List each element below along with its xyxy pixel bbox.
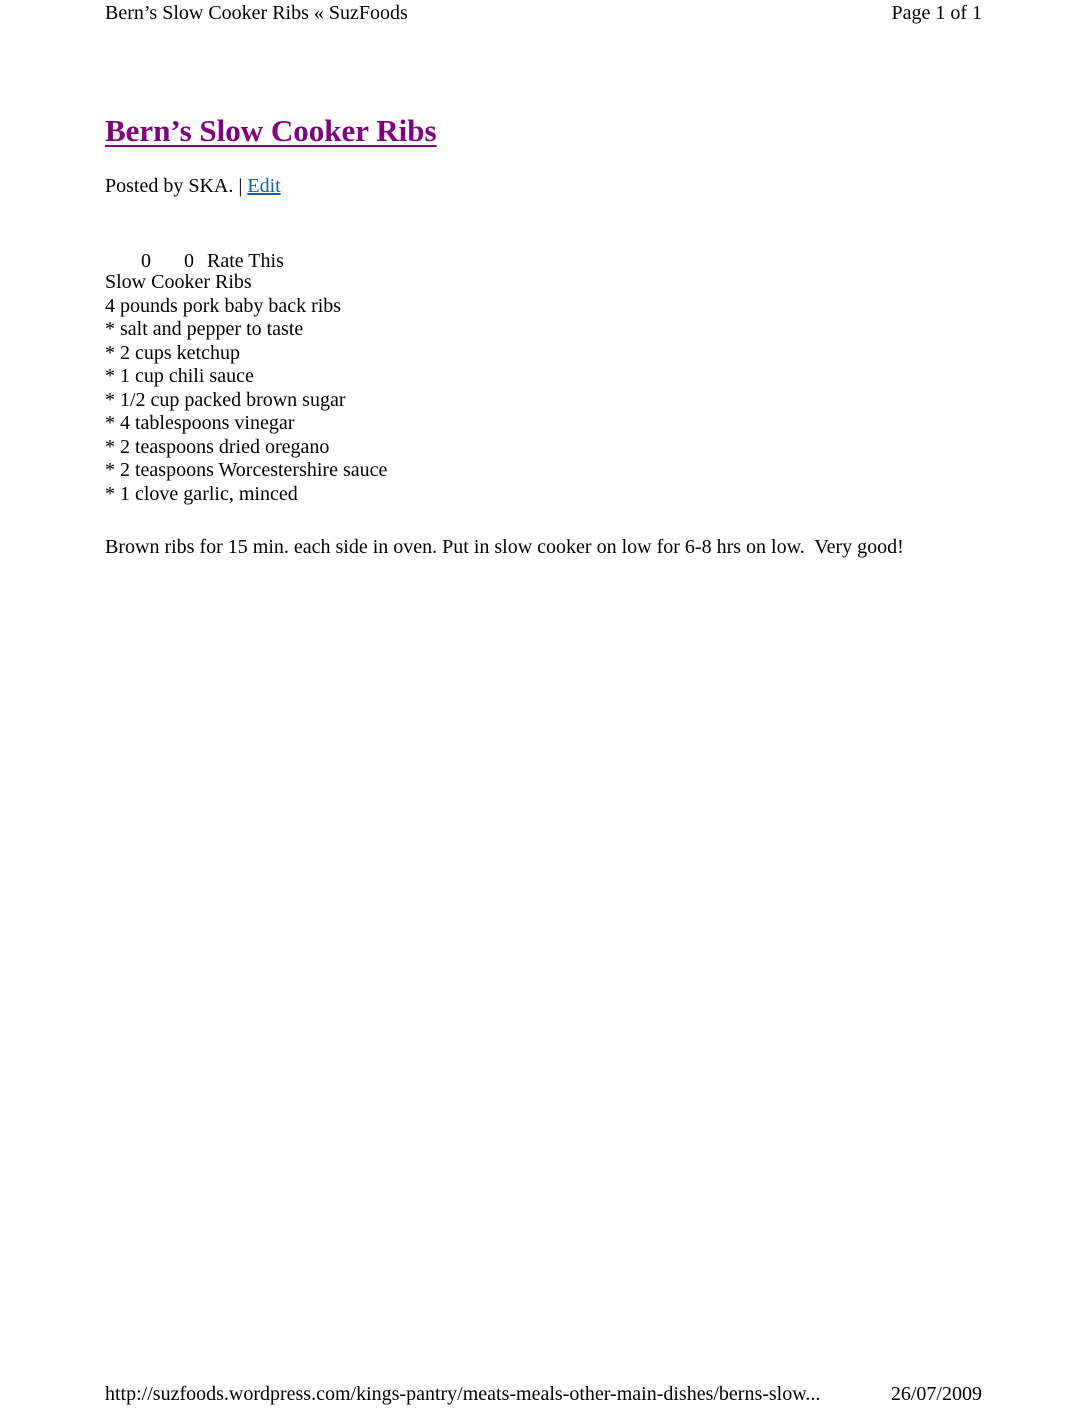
ingredient-item: * 2 teaspoons dried oregano bbox=[105, 435, 330, 458]
rating-widget bbox=[131, 222, 284, 274]
edit-link[interactable]: Edit bbox=[247, 175, 281, 197]
rating-down-count[interactable]: 0 bbox=[184, 250, 194, 272]
print-footer bbox=[105, 1382, 982, 1408]
recipe-instructions: Brown ribs for 15 min. each side in oven. Put in slow cooker on low for 6-8 hrs on low. Very good! bbox=[105, 536, 904, 558]
rating-up-count[interactable]: 0 bbox=[141, 250, 151, 272]
ingredient-item: * 1/2 cup packed brown sugar bbox=[105, 388, 346, 411]
recipe-ingredient-list bbox=[105, 271, 387, 506]
print-page-number: Page 1 of 1 bbox=[891, 2, 982, 24]
print-url: http://suzfoods.wordpress.com/kings-pantry/meats-meals-other-main-dishes/berns-slow... bbox=[105, 1383, 821, 1405]
ingredient-item: * 4 tablespoons vinegar bbox=[105, 412, 295, 434]
byline-text: Posted by SKA. | bbox=[105, 175, 243, 197]
ingredient-item: * 1 cup chili sauce bbox=[105, 365, 254, 387]
ingredient-item: * 2 cups ketchup bbox=[105, 341, 240, 364]
post-byline bbox=[105, 173, 281, 199]
ingredient-item: * salt and pepper to taste bbox=[105, 318, 304, 340]
ingredient-item: * 1 clove garlic, minced bbox=[105, 482, 298, 505]
recipe-heading: Slow Cooker Ribs bbox=[105, 271, 252, 293]
ingredient-item: * 2 teaspoons Worcestershire sauce bbox=[105, 459, 388, 481]
print-date: 26/07/2009 bbox=[890, 1383, 982, 1405]
print-page-title: Bern’s Slow Cooker Ribs « SuzFoods bbox=[105, 2, 408, 24]
print-header bbox=[105, 0, 982, 28]
ingredient-item: 4 pounds pork baby back ribs bbox=[105, 294, 342, 317]
post-title-link[interactable]: Bern’s Slow Cooker Ribs bbox=[105, 113, 437, 148]
rate-this-label[interactable]: Rate This bbox=[207, 250, 284, 272]
